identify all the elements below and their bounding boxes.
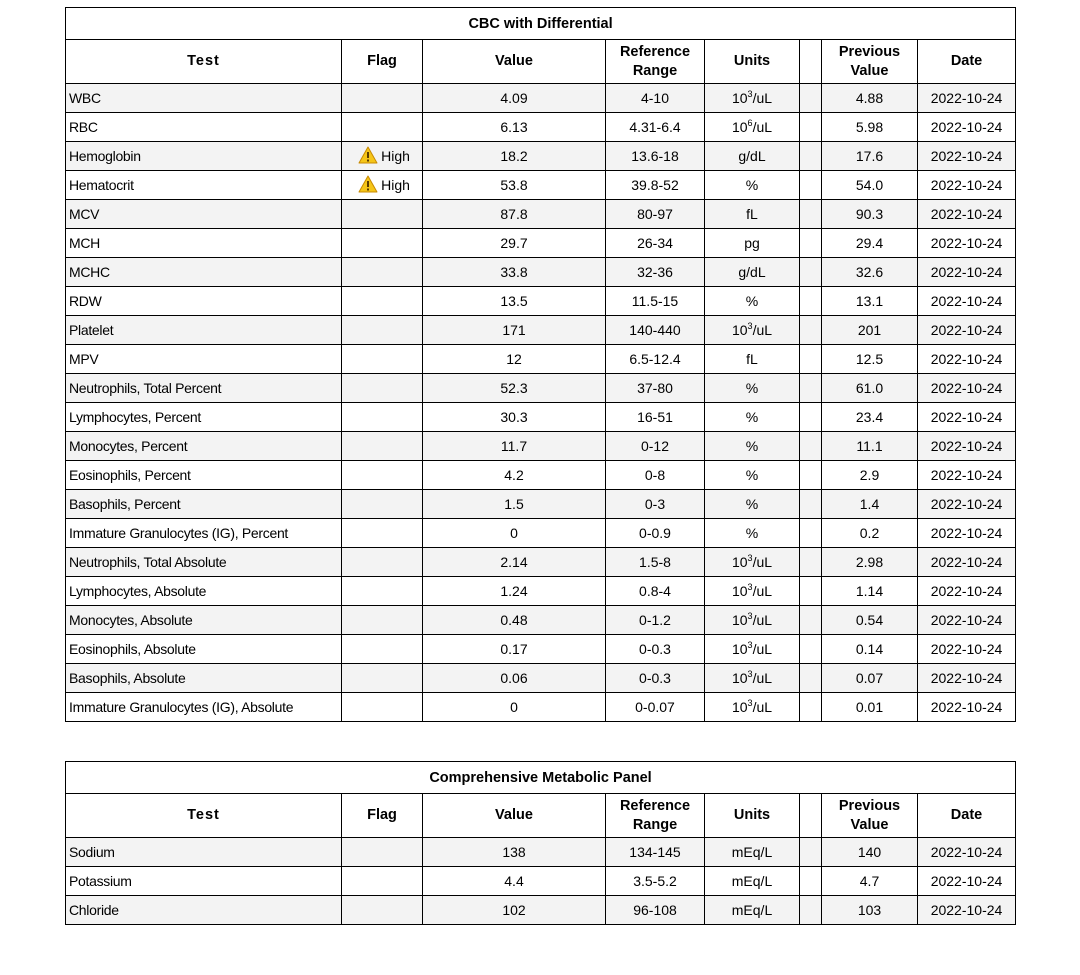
- units: [705, 258, 800, 287]
- result-date: 2022-10-24: [918, 142, 1016, 171]
- result-value: 11.7: [423, 432, 606, 461]
- test-name: Platelet: [66, 316, 342, 345]
- reference-range: 0.8-4: [606, 577, 705, 606]
- result-date: 2022-10-24: [918, 519, 1016, 548]
- units: [705, 316, 800, 345]
- result-value: 171: [423, 316, 606, 345]
- flag-cell: [342, 838, 423, 867]
- units: [705, 287, 800, 316]
- result-value: 102: [423, 896, 606, 925]
- previous-value: 0.2: [822, 519, 918, 548]
- unit-tail: /uL: [752, 612, 773, 628]
- table-row: [66, 142, 1016, 171]
- result-value: 0: [423, 693, 606, 722]
- reference-range: 4-10: [606, 84, 705, 113]
- test-name: Eosinophils, Absolute: [66, 635, 342, 664]
- spacer-cell: [800, 316, 822, 345]
- reference-range: 140-440: [606, 316, 705, 345]
- spacer-cell: [800, 84, 822, 113]
- result-value: 1.24: [423, 577, 606, 606]
- header-units: Units: [705, 40, 800, 84]
- reference-range: 134-145: [606, 838, 705, 867]
- test-name: Neutrophils, Total Absolute: [66, 548, 342, 577]
- table-row: [66, 664, 1016, 693]
- table-row: [66, 577, 1016, 606]
- table-row: [66, 403, 1016, 432]
- unit-base: mEq/L: [731, 873, 773, 889]
- flag-cell: [342, 258, 423, 287]
- units: [705, 490, 800, 519]
- units: [705, 635, 800, 664]
- table-row: [66, 519, 1016, 548]
- table-row: [66, 838, 1016, 867]
- header-flag: Flag: [342, 794, 423, 838]
- reference-range: 11.5-15: [606, 287, 705, 316]
- previous-value: 4.88: [822, 84, 918, 113]
- result-date: 2022-10-24: [918, 200, 1016, 229]
- spacer-cell: [800, 635, 822, 664]
- flag-cell: [342, 867, 423, 896]
- reference-range: 26-34: [606, 229, 705, 258]
- unit-base: mEq/L: [731, 844, 773, 860]
- unit-base: pg: [744, 235, 760, 251]
- unit-tail: /uL: [752, 670, 773, 686]
- reference-range: 0-0.07: [606, 693, 705, 722]
- unit-base: %: [745, 409, 759, 425]
- previous-value: 140: [822, 838, 918, 867]
- previous-value: 12.5: [822, 345, 918, 374]
- previous-value: 2.98: [822, 548, 918, 577]
- spacer-cell: [800, 606, 822, 635]
- previous-value: 103: [822, 896, 918, 925]
- reference-range: 0-12: [606, 432, 705, 461]
- spacer-cell: [800, 287, 822, 316]
- previous-value: 90.3: [822, 200, 918, 229]
- reference-range: 16-51: [606, 403, 705, 432]
- result-value: 29.7: [423, 229, 606, 258]
- flag-cell: [342, 693, 423, 722]
- test-name: Lymphocytes, Absolute: [66, 577, 342, 606]
- test-name: MCH: [66, 229, 342, 258]
- result-value: 2.14: [423, 548, 606, 577]
- flag-cell: [342, 577, 423, 606]
- units: [705, 548, 800, 577]
- test-name: Chloride: [66, 896, 342, 925]
- unit-tail: /uL: [752, 583, 773, 599]
- unit-base: g/dL: [738, 148, 766, 164]
- result-date: 2022-10-24: [918, 345, 1016, 374]
- flag-cell: [342, 374, 423, 403]
- unit-base: fL: [746, 351, 758, 367]
- spacer-cell: [800, 519, 822, 548]
- result-date: 2022-10-24: [918, 635, 1016, 664]
- unit-exponent: 3: [747, 611, 753, 621]
- units: [705, 113, 800, 142]
- units: [705, 867, 800, 896]
- units: [705, 345, 800, 374]
- header-units: Units: [705, 794, 800, 838]
- test-name: Monocytes, Absolute: [66, 606, 342, 635]
- unit-base: 10: [731, 583, 748, 599]
- flag-cell: [342, 635, 423, 664]
- flag-cell: [342, 461, 423, 490]
- unit-base: 10: [731, 670, 748, 686]
- spacer-cell: [800, 171, 822, 200]
- table-row: [66, 606, 1016, 635]
- spacer-cell: [800, 142, 822, 171]
- result-value: 13.5: [423, 287, 606, 316]
- previous-value: 61.0: [822, 374, 918, 403]
- result-value: 52.3: [423, 374, 606, 403]
- table-row: [66, 432, 1016, 461]
- result-date: 2022-10-24: [918, 171, 1016, 200]
- result-date: 2022-10-24: [918, 403, 1016, 432]
- table-row: [66, 548, 1016, 577]
- test-name: Potassium: [66, 867, 342, 896]
- result-value: 0.17: [423, 635, 606, 664]
- previous-value: 201: [822, 316, 918, 345]
- result-date: 2022-10-24: [918, 316, 1016, 345]
- table-row: [66, 461, 1016, 490]
- result-date: 2022-10-24: [918, 490, 1016, 519]
- units: [705, 432, 800, 461]
- warning-triangle-icon: [358, 175, 378, 196]
- table-row: [66, 171, 1016, 200]
- table-row: [66, 229, 1016, 258]
- spacer-cell: [800, 867, 822, 896]
- header-value: Value: [423, 40, 606, 84]
- result-date: 2022-10-24: [918, 229, 1016, 258]
- result-value: 0.48: [423, 606, 606, 635]
- unit-base: fL: [746, 206, 758, 222]
- result-date: 2022-10-24: [918, 113, 1016, 142]
- spacer-cell: [800, 896, 822, 925]
- spacer-cell: [800, 838, 822, 867]
- reference-range: 80-97: [606, 200, 705, 229]
- header-reference-range: Reference Range: [606, 40, 705, 84]
- test-name: Neutrophils, Total Percent: [66, 374, 342, 403]
- result-date: 2022-10-24: [918, 287, 1016, 316]
- result-date: 2022-10-24: [918, 664, 1016, 693]
- result-value: 6.13: [423, 113, 606, 142]
- unit-base: %: [745, 380, 759, 396]
- previous-value: 11.1: [822, 432, 918, 461]
- result-value: 138: [423, 838, 606, 867]
- result-value: 4.4: [423, 867, 606, 896]
- reference-range: 0-8: [606, 461, 705, 490]
- unit-base: %: [745, 438, 759, 454]
- flag-label: High: [381, 147, 410, 164]
- previous-value: 32.6: [822, 258, 918, 287]
- flag-cell: [342, 84, 423, 113]
- table-row: [66, 635, 1016, 664]
- table-row: [66, 84, 1016, 113]
- header-date: Date: [918, 794, 1016, 838]
- spacer-cell: [800, 664, 822, 693]
- header-date: Date: [918, 40, 1016, 84]
- result-date: 2022-10-24: [918, 606, 1016, 635]
- flag-cell: [342, 113, 423, 142]
- spacer-cell: [800, 113, 822, 142]
- unit-base: %: [745, 177, 759, 193]
- panel-title: Comprehensive Metabolic Panel: [66, 762, 1016, 794]
- flag-cell: [342, 403, 423, 432]
- result-value: 18.2: [423, 142, 606, 171]
- previous-value: 5.98: [822, 113, 918, 142]
- result-date: 2022-10-24: [918, 461, 1016, 490]
- result-value: 0: [423, 519, 606, 548]
- cbc-panel: [65, 7, 1015, 722]
- previous-value: 17.6: [822, 142, 918, 171]
- test-name: MPV: [66, 345, 342, 374]
- spacer-cell: [800, 432, 822, 461]
- result-value: 33.8: [423, 258, 606, 287]
- result-date: 2022-10-24: [918, 577, 1016, 606]
- unit-tail: /uL: [752, 90, 773, 106]
- flag-cell: [342, 664, 423, 693]
- flag-cell: [342, 548, 423, 577]
- unit-tail: /uL: [752, 322, 773, 338]
- test-name: Hematocrit: [66, 171, 342, 200]
- unit-base: 10: [731, 119, 748, 135]
- previous-value: 0.54: [822, 606, 918, 635]
- units: [705, 693, 800, 722]
- unit-base: 10: [731, 699, 748, 715]
- test-name: Lymphocytes, Percent: [66, 403, 342, 432]
- spacer-cell: [800, 258, 822, 287]
- unit-base: g/dL: [738, 264, 766, 280]
- flag-cell: [342, 142, 423, 171]
- spacer-cell: [800, 490, 822, 519]
- reference-range: 13.6-18: [606, 142, 705, 171]
- units: [705, 664, 800, 693]
- flag-cell: [342, 490, 423, 519]
- result-date: 2022-10-24: [918, 548, 1016, 577]
- result-date: 2022-10-24: [918, 432, 1016, 461]
- flag-label: High: [381, 176, 410, 193]
- unit-base: 10: [731, 554, 748, 570]
- previous-value: 1.14: [822, 577, 918, 606]
- units: [705, 229, 800, 258]
- flag-cell: [342, 316, 423, 345]
- cmp-panel: [65, 761, 1015, 925]
- unit-base: %: [745, 293, 759, 309]
- units: [705, 896, 800, 925]
- table-row: [66, 287, 1016, 316]
- table-row: [66, 374, 1016, 403]
- result-date: 2022-10-24: [918, 374, 1016, 403]
- reference-range: 96-108: [606, 896, 705, 925]
- result-value: 1.5: [423, 490, 606, 519]
- unit-exponent: 3: [747, 669, 753, 679]
- unit-exponent: 3: [747, 582, 753, 592]
- spacer-cell: [800, 374, 822, 403]
- spacer-cell: [800, 229, 822, 258]
- flag-cell: [342, 606, 423, 635]
- reference-range: 0-0.3: [606, 664, 705, 693]
- unit-exponent: 6: [747, 118, 753, 128]
- unit-base: %: [745, 496, 759, 512]
- reference-range: 0-0.3: [606, 635, 705, 664]
- flag-cell: [342, 171, 423, 200]
- panel-title: CBC with Differential: [66, 8, 1016, 40]
- results-table: [65, 761, 1016, 925]
- flag-cell: [342, 345, 423, 374]
- unit-tail: /uL: [752, 554, 773, 570]
- flag-cell: [342, 432, 423, 461]
- reference-range: 0-0.9: [606, 519, 705, 548]
- spacer-cell: [800, 577, 822, 606]
- units: [705, 171, 800, 200]
- result-date: 2022-10-24: [918, 896, 1016, 925]
- reference-range: 32-36: [606, 258, 705, 287]
- reference-range: 3.5-5.2: [606, 867, 705, 896]
- spacer-cell: [800, 693, 822, 722]
- unit-exponent: 3: [747, 553, 753, 563]
- result-value: 0.06: [423, 664, 606, 693]
- test-name: MCHC: [66, 258, 342, 287]
- result-date: 2022-10-24: [918, 84, 1016, 113]
- units: [705, 374, 800, 403]
- previous-value: 54.0: [822, 171, 918, 200]
- test-name: Immature Granulocytes (IG), Percent: [66, 519, 342, 548]
- test-name: Sodium: [66, 838, 342, 867]
- header-test: Test: [66, 40, 342, 84]
- reference-range: 0-3: [606, 490, 705, 519]
- previous-value: 23.4: [822, 403, 918, 432]
- previous-value: 0.14: [822, 635, 918, 664]
- units: [705, 142, 800, 171]
- previous-value: 0.01: [822, 693, 918, 722]
- result-date: 2022-10-24: [918, 838, 1016, 867]
- unit-base: 10: [731, 612, 748, 628]
- result-value: 30.3: [423, 403, 606, 432]
- test-name: Basophils, Percent: [66, 490, 342, 519]
- header-test: Test: [66, 794, 342, 838]
- unit-base: mEq/L: [731, 902, 773, 918]
- previous-value: 1.4: [822, 490, 918, 519]
- reference-range: 1.5-8: [606, 548, 705, 577]
- reference-range: 39.8-52: [606, 171, 705, 200]
- unit-base: 10: [731, 322, 748, 338]
- header-spacer: [800, 40, 822, 84]
- result-date: 2022-10-24: [918, 258, 1016, 287]
- table-row: [66, 867, 1016, 896]
- test-name: Monocytes, Percent: [66, 432, 342, 461]
- unit-exponent: 3: [747, 321, 753, 331]
- test-name: RDW: [66, 287, 342, 316]
- result-date: 2022-10-24: [918, 693, 1016, 722]
- result-value: 12: [423, 345, 606, 374]
- units: [705, 403, 800, 432]
- table-row: [66, 693, 1016, 722]
- reference-range: 0-1.2: [606, 606, 705, 635]
- units: [705, 577, 800, 606]
- previous-value: 29.4: [822, 229, 918, 258]
- result-value: 4.2: [423, 461, 606, 490]
- spacer-cell: [800, 200, 822, 229]
- unit-exponent: 3: [747, 640, 753, 650]
- unit-exponent: 3: [747, 698, 753, 708]
- header-previous-value: Previous Value: [822, 794, 918, 838]
- table-row: [66, 316, 1016, 345]
- flag-cell: [342, 200, 423, 229]
- result-value: 87.8: [423, 200, 606, 229]
- unit-base: %: [745, 467, 759, 483]
- units: [705, 84, 800, 113]
- unit-tail: /uL: [752, 641, 773, 657]
- unit-exponent: 3: [747, 89, 753, 99]
- test-name: Hemoglobin: [66, 142, 342, 171]
- units: [705, 519, 800, 548]
- header-value: Value: [423, 794, 606, 838]
- reference-range: 6.5-12.4: [606, 345, 705, 374]
- warning-triangle-icon: [358, 146, 378, 167]
- test-name: MCV: [66, 200, 342, 229]
- table-row: [66, 896, 1016, 925]
- unit-tail: /uL: [752, 119, 773, 135]
- header-flag: Flag: [342, 40, 423, 84]
- unit-tail: /uL: [752, 699, 773, 715]
- previous-value: 0.07: [822, 664, 918, 693]
- flag-cell: [342, 229, 423, 258]
- spacer-cell: [800, 548, 822, 577]
- unit-base: %: [745, 525, 759, 541]
- previous-value: 13.1: [822, 287, 918, 316]
- result-value: 53.8: [423, 171, 606, 200]
- spacer-cell: [800, 345, 822, 374]
- unit-base: 10: [731, 90, 748, 106]
- header-reference-range: Reference Range: [606, 794, 705, 838]
- test-name: WBC: [66, 84, 342, 113]
- table-row: [66, 258, 1016, 287]
- table-row: [66, 490, 1016, 519]
- table-row: [66, 200, 1016, 229]
- units: [705, 461, 800, 490]
- flag-cell: [342, 896, 423, 925]
- header-previous-value: Previous Value: [822, 40, 918, 84]
- table-row: [66, 113, 1016, 142]
- test-name: Immature Granulocytes (IG), Absolute: [66, 693, 342, 722]
- results-table: [65, 7, 1016, 722]
- result-value: 4.09: [423, 84, 606, 113]
- spacer-cell: [800, 403, 822, 432]
- header-spacer: [800, 794, 822, 838]
- units: [705, 606, 800, 635]
- unit-base: 10: [731, 641, 748, 657]
- result-date: 2022-10-24: [918, 867, 1016, 896]
- previous-value: 2.9: [822, 461, 918, 490]
- test-name: Eosinophils, Percent: [66, 461, 342, 490]
- flag-cell: [342, 519, 423, 548]
- test-name: RBC: [66, 113, 342, 142]
- units: [705, 200, 800, 229]
- previous-value: 4.7: [822, 867, 918, 896]
- flag-cell: [342, 287, 423, 316]
- spacer-cell: [800, 461, 822, 490]
- reference-range: 4.31-6.4: [606, 113, 705, 142]
- test-name: Basophils, Absolute: [66, 664, 342, 693]
- reference-range: 37-80: [606, 374, 705, 403]
- table-row: [66, 345, 1016, 374]
- units: [705, 838, 800, 867]
